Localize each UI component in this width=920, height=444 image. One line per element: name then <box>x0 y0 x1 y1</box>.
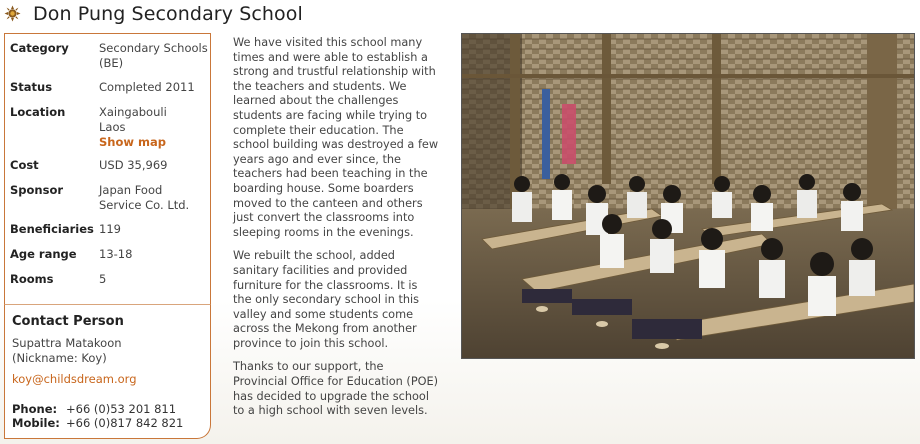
contact-box <box>4 304 211 439</box>
info-value <box>99 158 211 173</box>
page-title: Don Pung Secondary School <box>33 3 303 25</box>
text-line: learned about the challenges <box>233 94 399 108</box>
info-value-line: 13-18 <box>99 247 133 261</box>
info-value <box>99 183 211 213</box>
info-value-line: (BE) <box>99 56 124 70</box>
text-line: furniture for the classrooms. It is <box>233 278 418 292</box>
info-value-line: Xaingabouli <box>99 105 167 119</box>
info-value-line: USD 35,969 <box>99 158 168 172</box>
info-value-line: Japan Food <box>99 183 163 197</box>
info-label: Cost <box>10 158 39 172</box>
info-value <box>99 41 211 71</box>
text-line: boarding house. Some boarders <box>233 181 414 195</box>
info-label: Beneficiaries <box>10 222 94 236</box>
text-line: across the Mekong from another <box>233 322 417 336</box>
mobile-number: +66 (0)817 842 821 <box>66 416 184 430</box>
contact-email-link[interactable]: koy@childsdream.org <box>12 372 137 386</box>
info-value-line: 119 <box>99 222 121 236</box>
contact-heading: Contact Person <box>12 314 124 329</box>
text-line: strong and trustful relationship with <box>233 65 436 79</box>
phone-label: Phone: <box>12 402 58 416</box>
text-line: to a high school with seven levels. <box>233 404 428 418</box>
text-line: valley and some students come <box>233 307 414 321</box>
text-line: Thanks to our support, the <box>233 360 384 374</box>
text-line: We rebuilt the school, added <box>233 249 395 263</box>
text-line: complete their education. The <box>233 123 404 137</box>
contact-nickname: (Nickname: Koy) <box>12 351 107 365</box>
description-paragraph <box>233 249 445 351</box>
contact-mobile <box>12 416 183 430</box>
text-line: just convert the classrooms into <box>233 211 415 225</box>
text-line: We have visited this school many <box>233 36 423 49</box>
info-label: Category <box>10 41 69 55</box>
description-paragraph <box>233 360 445 418</box>
show-map-link[interactable]: Show map <box>99 135 166 149</box>
school-info-box <box>4 33 211 306</box>
info-label: Age range <box>10 247 77 261</box>
contact-name: Supattra Matakoon <box>12 336 122 350</box>
text-line: times and were able to establish a <box>233 50 428 64</box>
school-description <box>233 36 445 428</box>
description-paragraph <box>233 36 445 240</box>
school-emblem-icon <box>4 5 21 22</box>
text-line: moved to the canteen and others <box>233 196 423 210</box>
info-value-line: Laos <box>99 120 126 134</box>
classroom-photo <box>461 33 915 359</box>
info-label: Sponsor <box>10 183 64 197</box>
info-value-line: Completed 2011 <box>99 80 195 94</box>
classroom-photo-illustration <box>462 34 914 358</box>
phone-number: +66 (0)53 201 811 <box>66 402 177 416</box>
text-line: province to join this school. <box>233 336 389 350</box>
text-line: school building was destroyed a few <box>233 138 439 152</box>
info-value <box>99 222 211 237</box>
text-line: the teachers and students. We <box>233 79 407 93</box>
text-line: teachers had been teaching in the <box>233 167 428 181</box>
contact-phone <box>12 402 176 416</box>
info-value-line: Secondary Schools <box>99 41 208 55</box>
info-value <box>99 272 211 287</box>
mobile-label: Mobile: <box>12 416 60 430</box>
text-line: years ago and ever since, the <box>233 152 402 166</box>
text-line: the only secondary school in this <box>233 293 420 307</box>
info-value <box>99 247 211 262</box>
info-value-line: Service Co. Ltd. <box>99 198 190 212</box>
text-line: has decided to upgrade the school <box>233 389 429 403</box>
page-header <box>0 0 920 28</box>
text-line: students are facing while trying to <box>233 108 428 122</box>
info-label: Location <box>10 105 66 119</box>
text-line: sanitary facilities and provided <box>233 263 408 277</box>
info-value-line: 5 <box>99 272 107 286</box>
text-line: sleeping rooms in the evenings. <box>233 225 414 239</box>
info-value <box>99 105 211 150</box>
info-value <box>99 80 211 95</box>
info-label: Rooms <box>10 272 54 286</box>
info-label: Status <box>10 80 53 94</box>
text-line: Provincial Office for Education (POE) <box>233 375 439 389</box>
